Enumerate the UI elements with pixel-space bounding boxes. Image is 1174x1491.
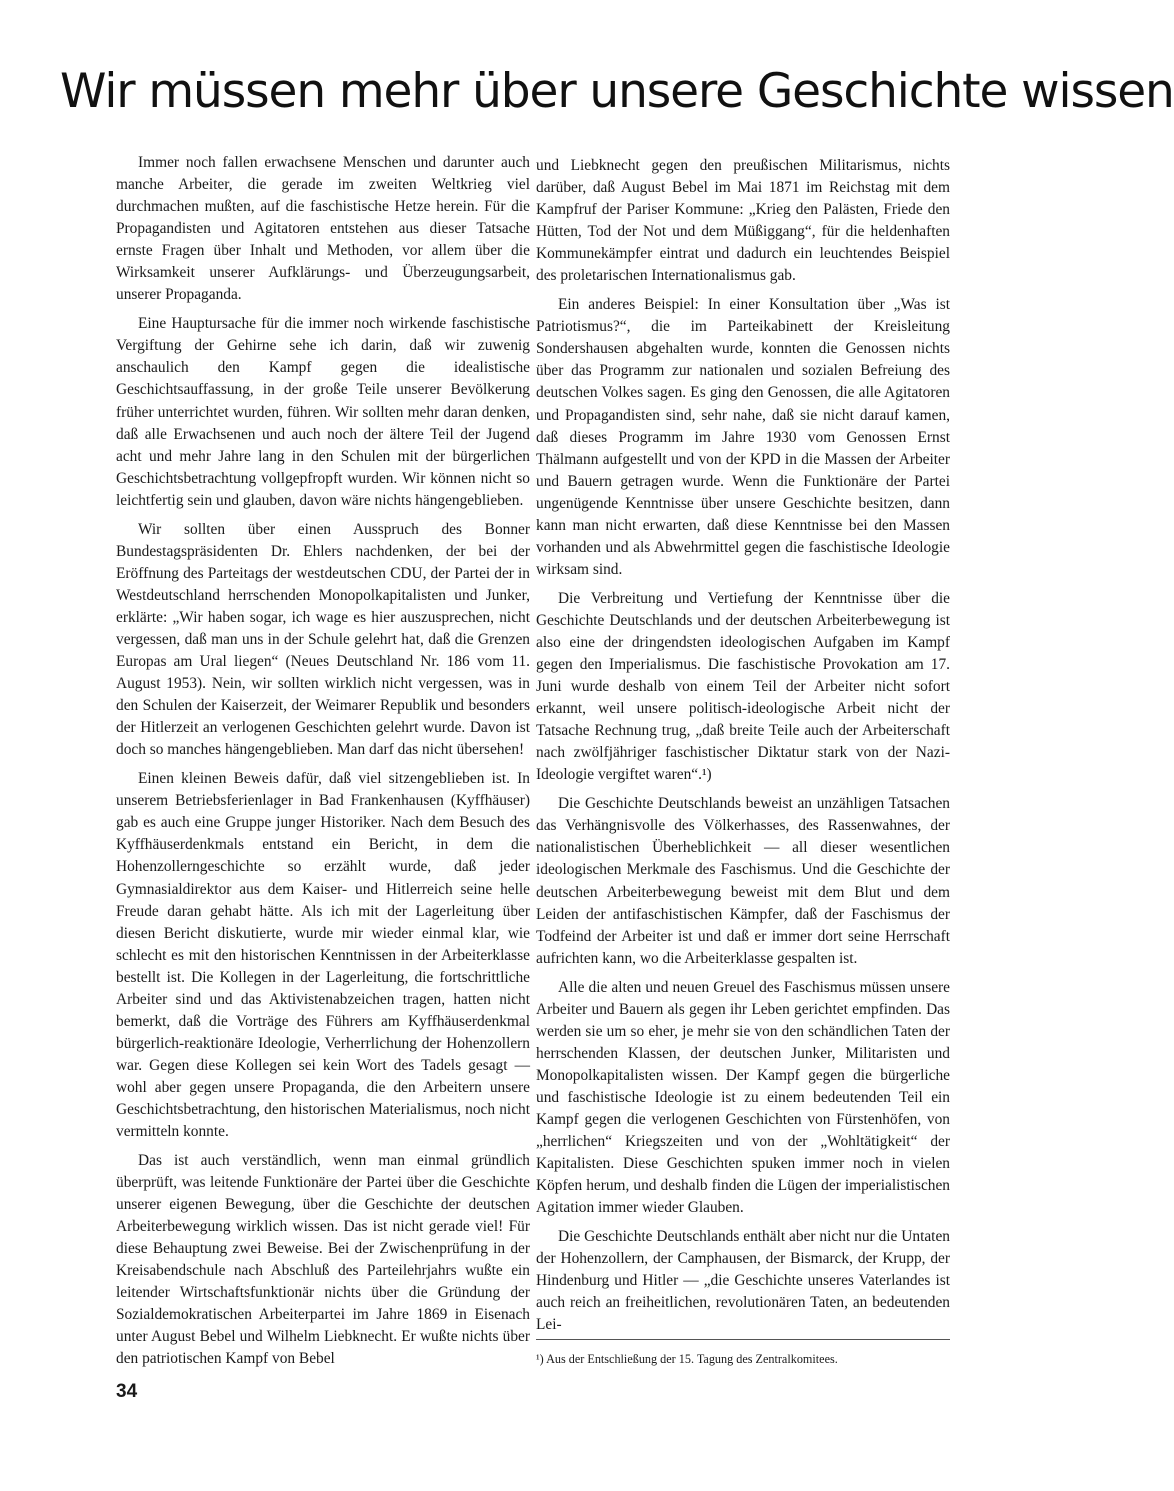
paragraph: Einen kleinen Beweis dafür, daß viel sitzengeblieben ist. In unserem Betriebsferienlager in Bad Frankenhausen (Kyffhäuser) gab es auch eine Gruppe junger Historiker. Nach dem Besuch des Kyffhäuserdenkmals entstand ein Bericht, in dem die Hohenzollerngeschichte so erzählt wurde, daß jeder Gymnasialdirektor aus dem Kaiser- und Hitlerreich seine helle Freude daran gehabt hätte. Als ich mit der Lagerleitung über diesen Bericht diskutierte, wurde mir wieder einmal klar, wie schlecht es mit den historischen Kenntnissen in der Arbeiterklasse bestellt ist. Die Kollegen in der Lagerleitung, die fortschrittliche Arbeiter sind und das Aktivistenabzeichen tragen, hatten nicht bemerkt, daß die Vorträge des Führers am Kyffhäuserdenkmal bürgerlich-reaktionäre Ideologie, Verherrlichung der Hohenzollern war. Gegen diese Kollegen sei kein Wort des Tadels gesagt — wohl aber gegen unsere Propaganda, die den Arbeitern unsere Geschichtsbetrachtung, den historischen Materialismus, noch nicht vermitteln konnte. bbox=[116, 770, 530, 1141]
paragraph: Das ist auch verständlich, wenn man einmal gründlich überprüft, was leitende Funktionäre der Partei über die Geschichte unserer eigenen Bewegung, über die Geschichte der deutschen Arbeiterbewegung wirklich wissen. Das ist nicht gerade viel! Für diese Behauptung zwei Beweise. Bei der Zwischenprüfung in der Kreisabendschule nach Abschluß des Parteilehrjahrs wußte ein leitender Wirtschaftsfunktionär nichts über die Gründung der Sozialdemokratischen Arbeiterpartei im Jahre 1869 in Eisenach unter August Bebel und Wilhelm Liebknecht. Er wußte nichts über den patriotischen Kampf von Bebel bbox=[116, 1152, 530, 1368]
paragraph: Ein anderes Beispiel: In einer Konsultation über „Was ist Patriotismus?“, die im Parteikabinett der Kreisleitung Sondershausen abgehalten wurde, konnten die Genossen nichts über das Programm zur nationalen und sozialen Befreiung des deutschen Volkes sagen. Es ging den Genossen, die alle Agitatoren und Propagandisten sind, sehr nahe, daß sie nicht darauf kamen, daß dieses Programm im Jahre 1930 vom Genossen Ernst Thälmann aufgestellt und von der KPD in die Massen der Arbeiter und Bauern getragen wurde. Wenn die Funktionäre der Partei ungenügende Kenntnisse über unsere Geschichte besitzen, dann kann man nicht erwarten, daß diese Kenntnisse bei den Massen vorhanden und als Abwehrmittel gegen die faschistische Ideologie wirksam sind. bbox=[536, 296, 950, 578]
footnote: ¹) Aus der Entschließung der 15. Tagung des Zentralkomitees. bbox=[536, 1352, 838, 1366]
right-column bbox=[536, 155, 950, 1343]
paragraph: Eine Hauptursache für die immer noch wirkende faschistische Vergiftung der Gehirne sehe ich darin, daß wir zuwenig anschaulich den Kampf gegen die idealistische Geschichtsauffassung, in der große Teile unserer Bevölkerung früher unterrichtet wurden, führen. Wir sollten mehr daran denken, daß alle Erwachsenen und auch noch der ältere Teil der Jugend acht und mehr Jahre lang in den Schulen mit der bürgerlichen Geschichtsbetrachtung vollgepfropft wurden. Wir können nicht so leichtfertig sein und glauben, davon wäre nichts hängengeblieben. bbox=[116, 315, 530, 509]
paragraph: Die Geschichte Deutschlands enthält aber nicht nur die Untaten der Hohenzollern, der Camphausen, der Bismarck, der Krupp, der Hindenburg und Hitler — „die Geschichte unseres Vaterlandes ist auch reich an freiheitlichen, revolutionären Taten, an bedeutenden Lei- bbox=[536, 1228, 950, 1334]
footnote-divider bbox=[536, 1339, 950, 1340]
paragraph: Die Geschichte Deutschlands beweist an unzähligen Tatsachen das Verhängnisvolle des Völkerhasses, des Rassenwahnes, der nationalistischen Überheblichkeit — all dieser wesentlichen ideologischen Merkmale des Faschismus. Und die Geschichte der deutschen Arbeiterbewegung beweist mit dem Blut und dem Leiden der antifaschistischen Kämpfer, daß der Faschismus der Todfeind der Arbeiter ist und daß er immer dort seine Herrschaft aufrichten kann, wo die Arbeiterklasse gespalten ist. bbox=[536, 795, 950, 967]
article-title: Wir müssen mehr über unsere Geschichte wissen bbox=[60, 64, 1174, 119]
paragraph: Alle die alten und neuen Greuel des Faschismus müssen unsere Arbeiter und Bauern als gegen ihr Leben gerichtet empfinden. Das werden sie um so eher, je mehr sie von den schändlichen Taten der herrschenden Klassen, der deutschen Junker, Militaristen und Monopolkapitalisten wissen. Der Kampf gegen die bürgerliche und faschistische Ideologie ist zu einem bedeutenden Teil ein Kampf gegen die verlogenen Geschichten von Fürstenhöfen, von „herrlichen“ Kriegszeiten und von der „Wohltätigkeit“ der Kapitalisten. Diese Geschichten spuken immer noch in vielen Köpfen herum, und deshalb finden die Lügen der imperialistischen Agitation immer wieder Glauben. bbox=[536, 978, 950, 1217]
paragraph: Immer noch fallen erwachsene Menschen und darunter auch manche Arbeiter, die gerade im zweiten Weltkrieg viel durchmachen mußten, auf die faschistische Hetze herein. Für die Propagandisten und Agitatoren entstehen aus dieser Tatsache ernste Fragen über Inhalt und Methoden, vor allem über die Wirksamkeit unserer Aufklärungs- und Überzeugungsarbeit, unserer Propaganda. bbox=[116, 154, 530, 304]
paragraph: und Liebknecht gegen den preußischen Militarismus, nichts darüber, daß August Bebel im Mai 1871 im Reichstag mit dem Kampfruf der Pariser Kommune: „Krieg den Palästen, Friede den Hütten, Tod der Not und dem Müßiggang“, für die heldenhaften Kommunekämpfer eintrat und dadurch ein leuchtendes Beispiel des proletarischen Internationalismus gab. bbox=[536, 157, 950, 285]
page-number: 34 bbox=[116, 1381, 138, 1402]
left-column bbox=[116, 152, 530, 1378]
paragraph: Wir sollten über einen Ausspruch des Bonner Bundestagspräsidenten Dr. Ehlers nachdenken, der bei der Eröffnung des Parteitags der westdeutschen CDU, der Partei der in Westdeutschland herrschenden Monopolkapitalisten und Junker, erklärte: „Wir haben sogar, ich wage es hier auszusprechen, nicht vergessen, daß man uns in der Schule gelehrt hat, daß die Grenzen Europas am Ural liegen“ (Neues Deutschland Nr. 186 vom 11. August 1953). Nein, wir sollten wirklich nicht vergessen, was in den Schulen der Kaiserzeit, der Weimarer Republik und besonders der Hitlerzeit an verlogenen Geschichten gelehrt wurde. Davon ist doch so manches hängengeblieben. Man darf das nicht übersehen! bbox=[116, 520, 530, 759]
paragraph: Die Verbreitung und Vertiefung der Kenntnisse über die Geschichte Deutschlands und der deutschen Arbeiterbewegung ist also eine der dringendsten ideologischen Aufgaben im Kampf gegen den Imperialismus. Die faschistische Provokation am 17. Juni wurde deshalb von einem Teil der Arbeiter nicht sofort erkannt, weil unsere politisch-ideologische Arbeit nicht der Tatsache Rechnung trug, „daß breite Teile auch der Arbeiterschaft nach zwölfjähriger faschistischer Diktatur stark von der Nazi-Ideologie vergiftet waren“.¹) bbox=[536, 589, 950, 784]
